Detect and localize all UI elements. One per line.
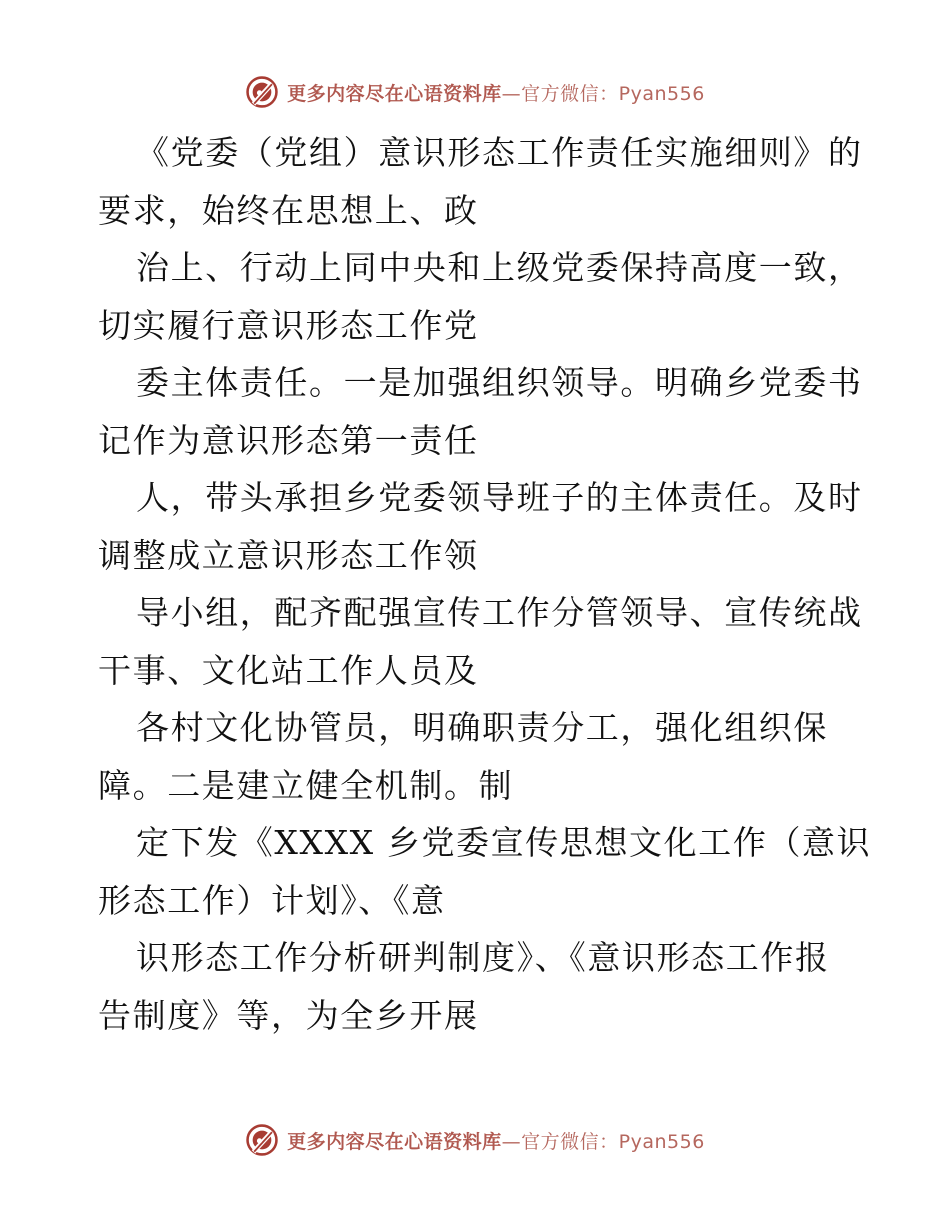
body-line: 切实履行意识形态工作党 (98, 305, 479, 345)
footer-watermark-sub: —官方微信：Pyan556 (501, 1130, 705, 1153)
body-line: 治上、行动上同中央和上级党委保持高度一致， (136, 248, 863, 287)
body-line: 导小组，配齐配强宣传工作分管领导、宣传统战 (136, 593, 863, 632)
body-line: 记作为意识形态第一责任 (98, 420, 479, 460)
body-line: 定下发《XXXX 乡党委宣传思想文化工作（意识 (136, 823, 872, 862)
body-line: 干事、文化站工作人员及 (98, 650, 479, 690)
pen-seal-logo-icon (245, 1123, 279, 1157)
body-line: 人，带头承担乡党委领导班子的主体责任。及时 (136, 478, 863, 517)
footer-watermark (0, 1120, 950, 1160)
document-body (98, 124, 872, 1044)
footer-watermark-text (287, 1127, 705, 1154)
body-line: 障。二是建立健全机制。制 (98, 765, 514, 805)
pen-seal-logo-icon (245, 75, 279, 109)
header-watermark-main: 更多内容尽在心语资料库 (287, 82, 502, 105)
body-line: 要求，始终在思想上、政 (98, 190, 479, 230)
body-line: 委主体责任。一是加强组织领导。明确乡党委书 (136, 363, 863, 402)
body-line: 各村文化协管员，明确职责分工，强化组织保 (136, 708, 828, 747)
header-watermark-sub: —官方微信：Pyan556 (501, 82, 705, 105)
body-line: 调整成立意识形态工作领 (98, 535, 479, 575)
body-line: 告制度》等，为全乡开展 (98, 995, 479, 1035)
header-watermark (0, 72, 950, 112)
body-line: 《党委（党组）意识形态工作责任实施细则》的 (136, 133, 863, 172)
body-line: 识形态工作分析研判制度》、《意识形态工作报 (136, 938, 830, 977)
header-watermark-text (287, 79, 705, 106)
body-line: 形态工作）计划》、《意 (98, 880, 446, 920)
footer-watermark-main: 更多内容尽在心语资料库 (287, 1130, 502, 1153)
